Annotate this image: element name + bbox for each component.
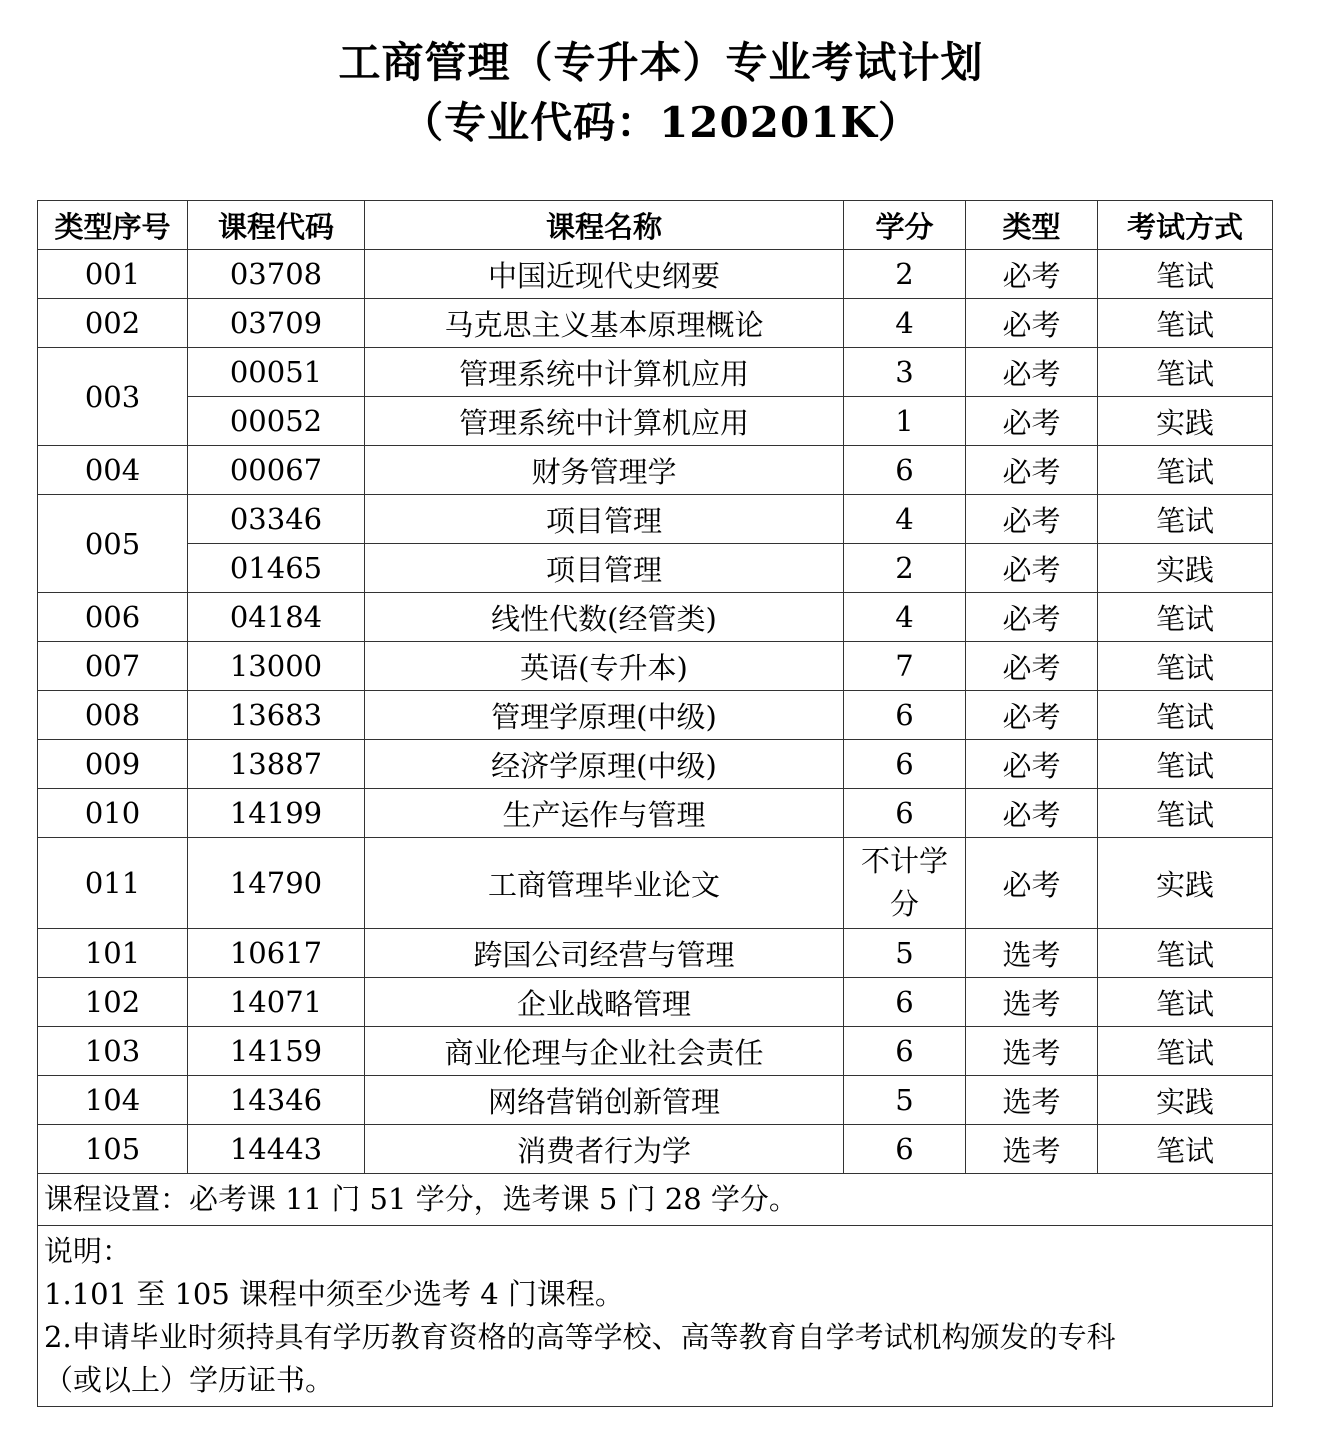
cell-mode: 笔试 — [1098, 348, 1273, 397]
cell-mode: 笔试 — [1098, 642, 1273, 691]
cell-name: 消费者行为学 — [365, 1125, 844, 1174]
cell-code: 14071 — [188, 978, 365, 1027]
page-title: 工商管理（专升本）专业考试计划 — [338, 38, 984, 87]
cell-type-no: 104 — [38, 1076, 188, 1125]
cell-type-no: 001 — [38, 250, 188, 299]
exam-plan-table — [37, 200, 1273, 1407]
header-name: 课程名称 — [365, 201, 844, 250]
cell-name: 英语(专升本) — [365, 642, 844, 691]
cell-mode: 笔试 — [1098, 495, 1273, 544]
header-credit: 学分 — [844, 201, 966, 250]
table-row — [38, 593, 1273, 642]
table-row — [38, 250, 1273, 299]
cell-credit: 5 — [844, 929, 966, 978]
cell-type-no: 102 — [38, 978, 188, 1027]
cell-mode: 笔试 — [1098, 593, 1273, 642]
cell-name: 工商管理毕业论文 — [365, 838, 844, 929]
cell-mode: 笔试 — [1098, 250, 1273, 299]
cell-mode: 实践 — [1098, 1076, 1273, 1125]
cell-mode: 笔试 — [1098, 1125, 1273, 1174]
cell-credit: 6 — [844, 1125, 966, 1174]
cell-code: 13887 — [188, 740, 365, 789]
cell-type-no: 101 — [38, 929, 188, 978]
cell-code: 13000 — [188, 642, 365, 691]
cell-kind: 必考 — [966, 691, 1098, 740]
cell-mode: 笔试 — [1098, 299, 1273, 348]
cell-code: 14159 — [188, 1027, 365, 1076]
cell-type-no: 105 — [38, 1125, 188, 1174]
cell-name: 生产运作与管理 — [365, 789, 844, 838]
table-header-row — [38, 201, 1273, 250]
cell-name: 企业战略管理 — [365, 978, 844, 1027]
cell-name: 马克思主义基本原理概论 — [365, 299, 844, 348]
cell-credit: 4 — [844, 299, 966, 348]
cell-code: 14346 — [188, 1076, 365, 1125]
cell-code: 03709 — [188, 299, 365, 348]
cell-kind: 必考 — [966, 348, 1098, 397]
cell-type-no: 005 — [38, 495, 188, 593]
cell-name: 经济学原理(中级) — [365, 740, 844, 789]
cell-mode: 笔试 — [1098, 740, 1273, 789]
header-code: 课程代码 — [188, 201, 365, 250]
summary-row — [38, 1174, 1273, 1226]
header-type-no: 类型序号 — [38, 201, 188, 250]
table-row — [38, 1125, 1273, 1174]
cell-credit: 6 — [844, 789, 966, 838]
note-item-2-cont: （或以上）学历证书。 — [44, 1363, 335, 1397]
table-row — [38, 740, 1273, 789]
cell-credit: 3 — [844, 348, 966, 397]
cell-mode: 笔试 — [1098, 929, 1273, 978]
cell-credit: 6 — [844, 691, 966, 740]
cell-credit: 2 — [844, 544, 966, 593]
cell-name: 财务管理学 — [365, 446, 844, 495]
cell-type-no: 007 — [38, 642, 188, 691]
cell-kind: 必考 — [966, 397, 1098, 446]
cell-type-no: 010 — [38, 789, 188, 838]
table-row — [38, 397, 1273, 446]
cell-credit: 6 — [844, 978, 966, 1027]
cell-credit: 2 — [844, 250, 966, 299]
cell-kind: 选考 — [966, 978, 1098, 1027]
cell-credit: 7 — [844, 642, 966, 691]
cell-code: 04184 — [188, 593, 365, 642]
table-row — [38, 929, 1273, 978]
cell-kind: 必考 — [966, 495, 1098, 544]
cell-name: 管理学原理(中级) — [365, 691, 844, 740]
notes-block — [38, 1226, 1273, 1407]
table-row — [38, 838, 1273, 929]
cell-code: 13683 — [188, 691, 365, 740]
cell-credit: 4 — [844, 593, 966, 642]
cell-mode: 实践 — [1098, 397, 1273, 446]
cell-type-no: 004 — [38, 446, 188, 495]
cell-mode: 实践 — [1098, 838, 1273, 929]
cell-name: 线性代数(经管类) — [365, 593, 844, 642]
cell-kind: 必考 — [966, 299, 1098, 348]
cell-name: 中国近现代史纲要 — [365, 250, 844, 299]
cell-kind: 选考 — [966, 1125, 1098, 1174]
cell-kind: 必考 — [966, 642, 1098, 691]
cell-credit: 1 — [844, 397, 966, 446]
cell-kind: 选考 — [966, 1076, 1098, 1125]
cell-credit: 6 — [844, 1027, 966, 1076]
cell-name: 跨国公司经营与管理 — [365, 929, 844, 978]
cell-mode: 笔试 — [1098, 978, 1273, 1027]
table-row — [38, 691, 1273, 740]
credit-line: 不计学 — [860, 843, 948, 878]
course-summary: 课程设置：必考课 11 门 51 学分，选考课 5 门 28 学分。 — [38, 1174, 1273, 1226]
table-row — [38, 1076, 1273, 1125]
cell-code: 00051 — [188, 348, 365, 397]
notes-heading: 说明： — [44, 1234, 132, 1268]
table-row — [38, 446, 1273, 495]
cell-kind: 必考 — [966, 740, 1098, 789]
cell-name: 商业伦理与企业社会责任 — [365, 1027, 844, 1076]
cell-type-no: 006 — [38, 593, 188, 642]
table-row — [38, 348, 1273, 397]
cell-code: 01465 — [188, 544, 365, 593]
cell-kind: 选考 — [966, 1027, 1098, 1076]
table-row — [38, 495, 1273, 544]
cell-code: 03708 — [188, 250, 365, 299]
cell-kind: 必考 — [966, 544, 1098, 593]
credit-line: 分 — [889, 887, 919, 921]
cell-mode: 笔试 — [1098, 789, 1273, 838]
table-row — [38, 544, 1273, 593]
note-item-1: 1.101 至 105 课程中须至少选考 4 门课程。 — [44, 1277, 624, 1311]
cell-code: 00052 — [188, 397, 365, 446]
cell-kind: 必考 — [966, 250, 1098, 299]
cell-credit: 6 — [844, 446, 966, 495]
page-subtitle: （专业代码：120201K） — [401, 98, 921, 147]
cell-code: 03346 — [188, 495, 365, 544]
cell-credit: 6 — [844, 740, 966, 789]
cell-kind: 必考 — [966, 838, 1098, 929]
table-row — [38, 1027, 1273, 1076]
cell-code: 14790 — [188, 838, 365, 929]
cell-kind: 必考 — [966, 789, 1098, 838]
cell-type-no: 009 — [38, 740, 188, 789]
cell-type-no: 002 — [38, 299, 188, 348]
cell-kind: 选考 — [966, 929, 1098, 978]
cell-name: 网络营销创新管理 — [365, 1076, 844, 1125]
notes-row — [38, 1226, 1273, 1407]
cell-name: 项目管理 — [365, 544, 844, 593]
cell-mode: 笔试 — [1098, 691, 1273, 740]
cell-code: 00067 — [188, 446, 365, 495]
cell-kind: 必考 — [966, 593, 1098, 642]
table-row — [38, 642, 1273, 691]
table-row — [38, 978, 1273, 1027]
table-row — [38, 299, 1273, 348]
cell-credit: 4 — [844, 495, 966, 544]
cell-code: 14199 — [188, 789, 365, 838]
cell-name: 项目管理 — [365, 495, 844, 544]
cell-type-no: 103 — [38, 1027, 188, 1076]
cell-type-no: 003 — [38, 348, 188, 446]
table-row — [38, 789, 1273, 838]
note-item-2: 2.申请毕业时须持具有学历教育资格的高等学校、高等教育自学考试机构颁发的专科 — [44, 1320, 1116, 1354]
cell-mode: 笔试 — [1098, 446, 1273, 495]
cell-kind: 必考 — [966, 446, 1098, 495]
cell-mode: 实践 — [1098, 544, 1273, 593]
cell-code: 14443 — [188, 1125, 365, 1174]
header-kind: 类型 — [966, 201, 1098, 250]
header-mode: 考试方式 — [1098, 201, 1273, 250]
cell-credit: 5 — [844, 1076, 966, 1125]
cell-mode: 笔试 — [1098, 1027, 1273, 1076]
cell-credit — [844, 838, 966, 929]
cell-name: 管理系统中计算机应用 — [365, 397, 844, 446]
cell-code: 10617 — [188, 929, 365, 978]
cell-type-no: 008 — [38, 691, 188, 740]
cell-name: 管理系统中计算机应用 — [365, 348, 844, 397]
cell-type-no: 011 — [38, 838, 188, 929]
